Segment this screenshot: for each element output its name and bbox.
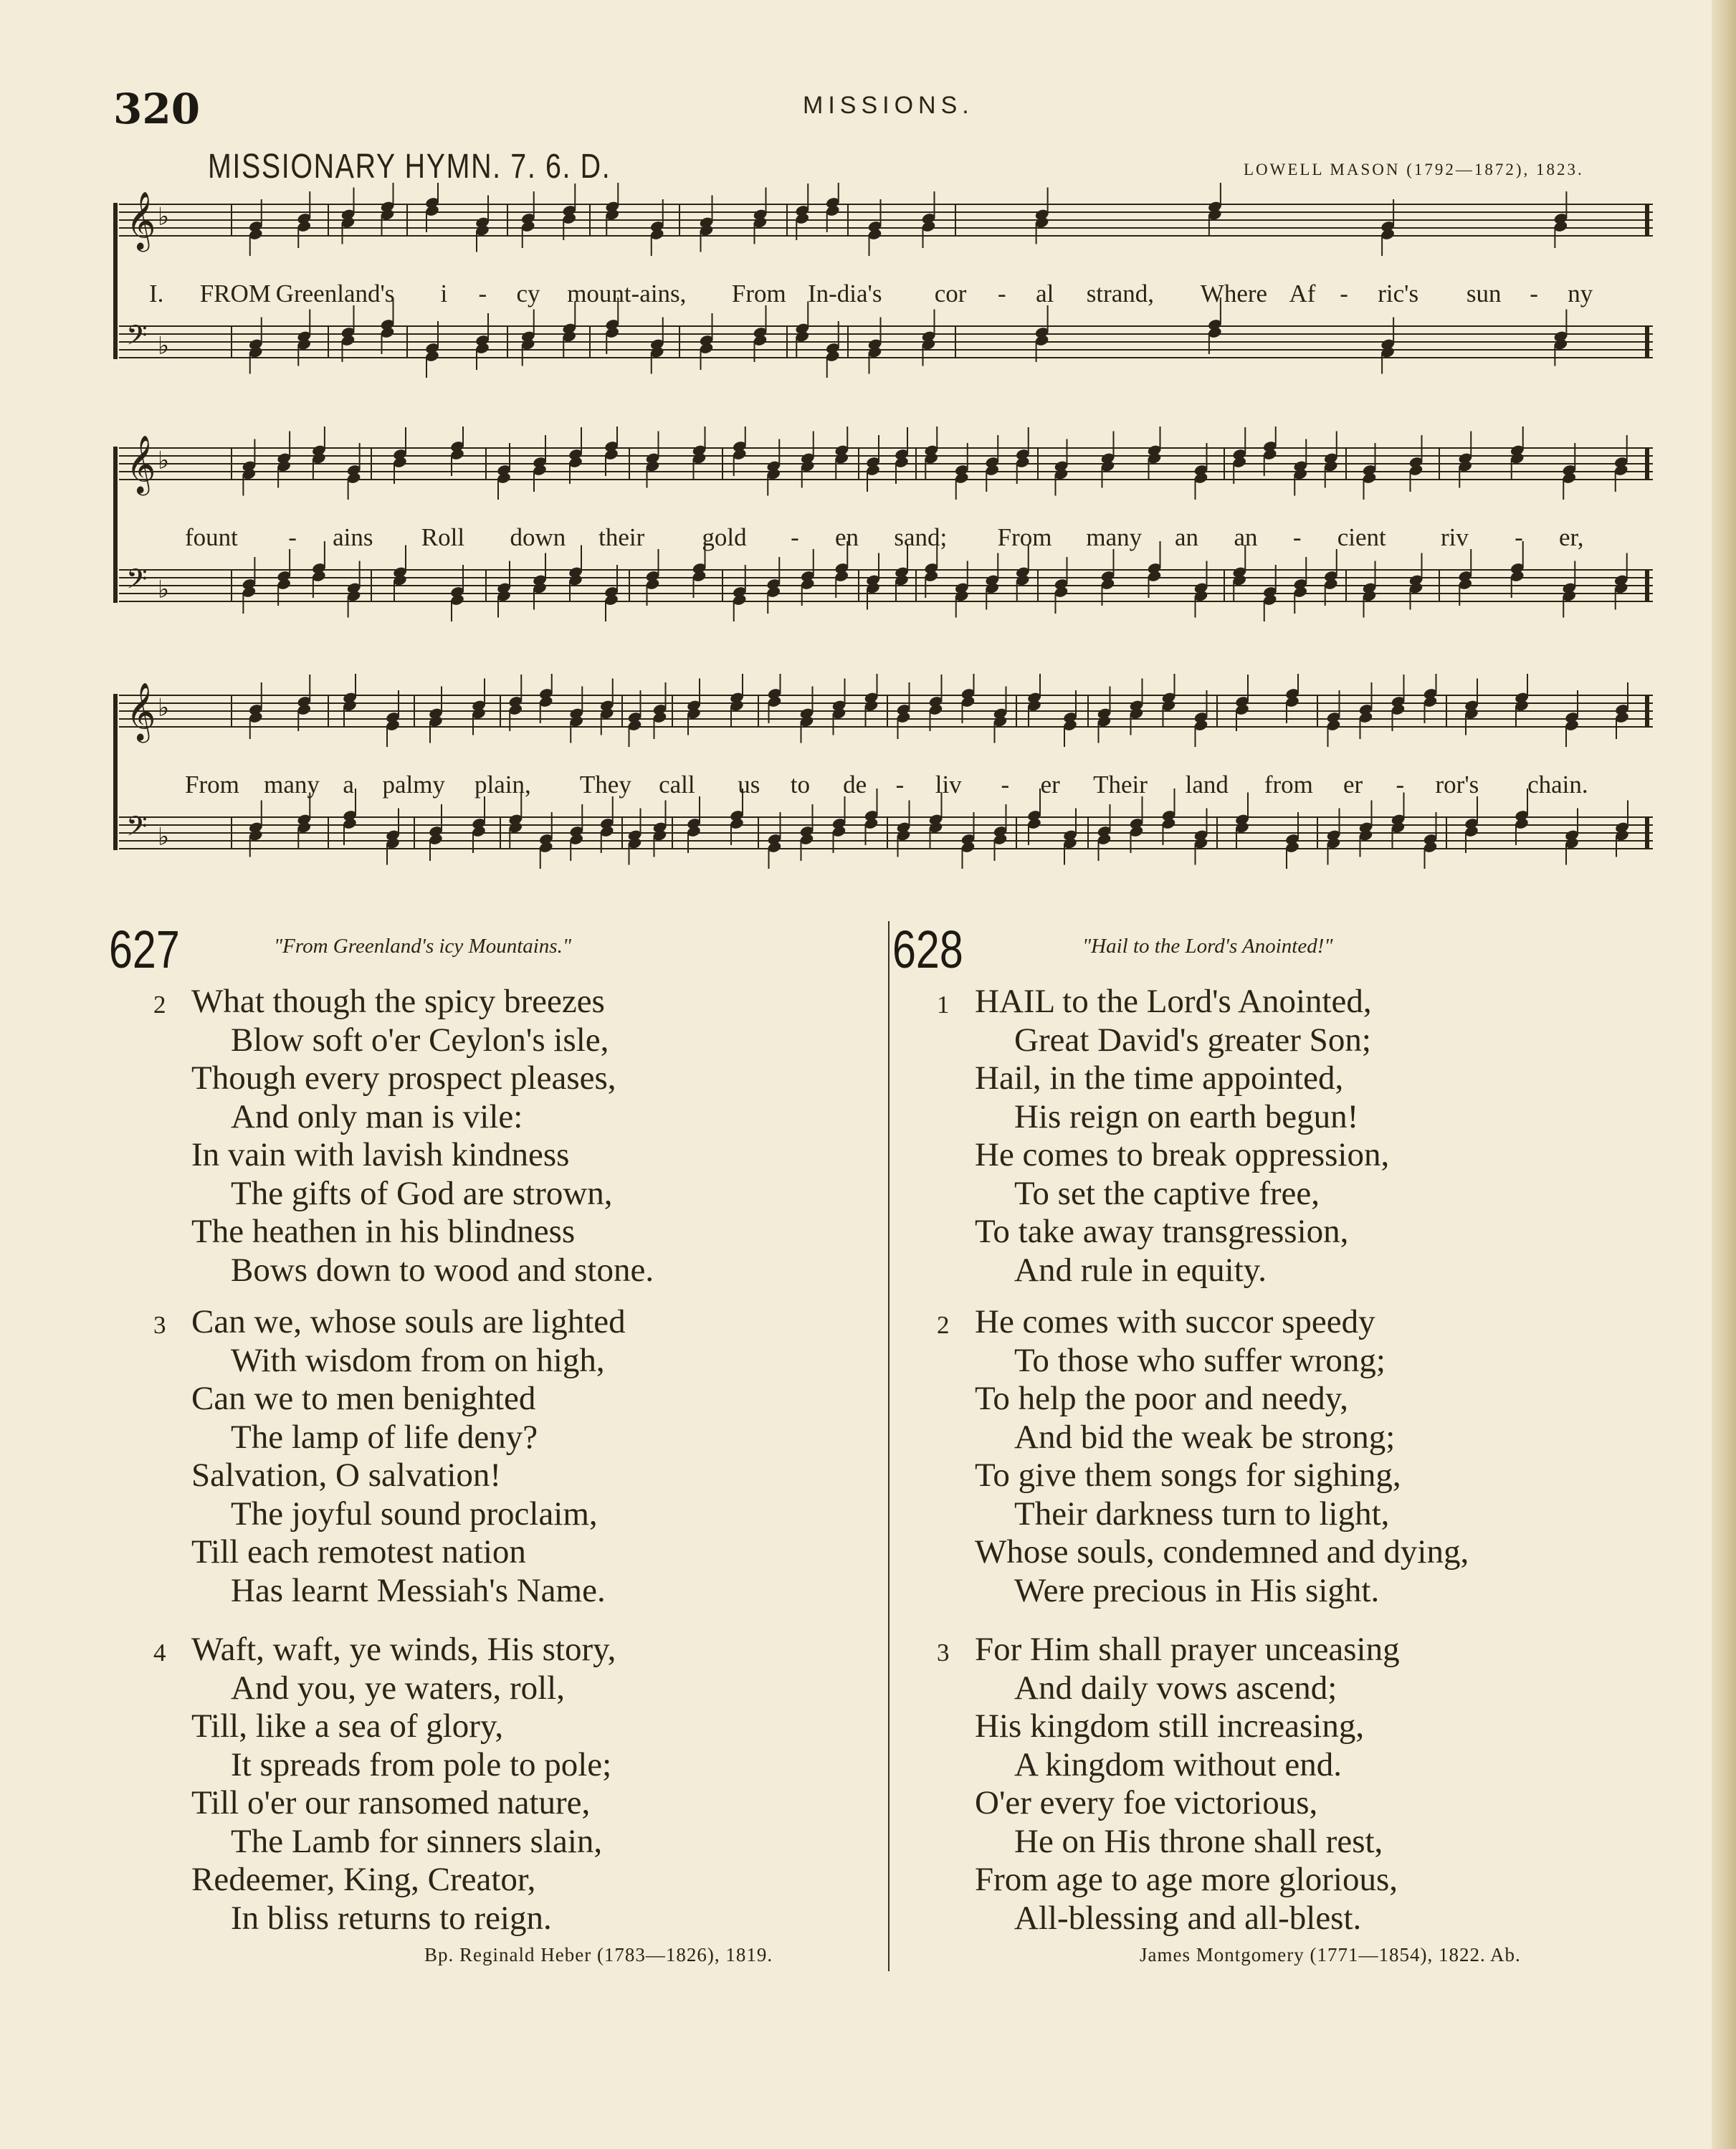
tune-title: MISSIONARY HYMN. 7. 6. D. [208, 148, 611, 186]
treble-clef-icon: 𝄞 [126, 682, 156, 741]
hymn-number: 627 [109, 920, 180, 979]
lyric-syllable: many [264, 771, 320, 799]
hymn-line: Salvation, O salvation! [191, 1457, 502, 1494]
hymn-line: Were precious in His sight. [1014, 1571, 1380, 1609]
lyric-syllable: Their [1093, 771, 1148, 799]
flat-icon: ♭ [158, 331, 170, 361]
lyric-syllable: ric's [1378, 280, 1419, 308]
hymn-line: He comes to break oppression, [975, 1136, 1390, 1173]
lyric-syllable: ny [1568, 280, 1593, 308]
lyric-syllable: de [843, 771, 867, 799]
music-system-1 [113, 183, 1654, 398]
stanza-number: 4 [153, 1639, 166, 1667]
hymn-line: Till o'er our ransomed nature, [191, 1784, 591, 1821]
lyric-syllable: riv [1441, 523, 1469, 551]
hymn-line: To set the captive free, [1014, 1174, 1320, 1212]
flat-icon: ♭ [158, 822, 170, 852]
lyric-syllable: cor [934, 280, 967, 308]
hymn-line: He comes with succor speedy [975, 1303, 1375, 1340]
hymn-line: With wisdom from on high, [231, 1341, 605, 1379]
hymn-line: HAIL to the Lord's Anointed, [975, 983, 1372, 1020]
lyric-syllable: many [1086, 523, 1143, 551]
composer-credit: LOWELL MASON (1792—1872), 1823. [1244, 161, 1584, 178]
lyric-syllable: chain. [1527, 771, 1588, 799]
hymn-line: In vain with lavish kindness [191, 1136, 570, 1173]
lyric-syllable: plain, [474, 771, 531, 799]
treble-clef-icon: 𝄞 [126, 191, 156, 250]
lyric-syllable: ains [333, 523, 373, 551]
lyric-syllable: strand, [1086, 280, 1155, 308]
lyric-syllable: - [1530, 280, 1538, 308]
hymn-line: From age to age more glorious, [975, 1861, 1398, 1898]
lyric-syllable: I. [149, 280, 164, 308]
hymn-caption: "Hail to the Lord's Anointed!" [1082, 935, 1333, 958]
lyric-syllable: to [790, 771, 810, 799]
lyric-syllable: er [1343, 771, 1363, 799]
hymn-line: Great David's greater Son; [1014, 1021, 1371, 1059]
lyric-syllable: i [440, 280, 448, 308]
hymn-line: O'er every foe victorious, [975, 1784, 1318, 1821]
hymn-line: The lamp of life deny? [231, 1418, 538, 1456]
column-divider [888, 921, 890, 1971]
hymn-line: To give them songs for sighing, [975, 1457, 1401, 1494]
lyric-syllable: sand; [894, 523, 948, 551]
lyric-syllable: fount [185, 523, 238, 551]
lyric-syllable: FROM [199, 280, 271, 308]
lyric-syllable: From [185, 771, 239, 799]
hymn-line: Bows down to wood and stone. [231, 1251, 654, 1289]
lyric-syllable: cy [516, 280, 540, 308]
lyric-syllable: an [1175, 523, 1199, 551]
hymn-line: And only man is vile: [231, 1097, 523, 1135]
hymn-line: For Him shall prayer unceasing [975, 1631, 1400, 1668]
hymn-line: To take away transgression, [975, 1213, 1349, 1250]
hymn-line: The Lamb for sinners slain, [231, 1822, 603, 1860]
lyric-syllable: - [791, 523, 799, 551]
page-edge [1712, 0, 1736, 2149]
lyric-syllable: In-dia's [807, 280, 882, 308]
lyric-syllable: land [1185, 771, 1229, 799]
hymn-line: His kingdom still increasing, [975, 1707, 1365, 1745]
lyric-syllable: en [834, 523, 859, 551]
lyric-syllable: - [1001, 771, 1010, 799]
lyric-syllable: us [738, 771, 760, 799]
system-bracket [113, 447, 118, 603]
section-title: MISSIONS. [803, 92, 974, 119]
hymn-line: Their darkness turn to light, [1014, 1495, 1390, 1533]
hymn-line: Can we to men benighted [191, 1380, 536, 1417]
lyric-syllable: Roll [421, 523, 465, 551]
hymn-line: The joyful sound proclaim, [231, 1495, 598, 1533]
bass-clef-icon: 𝄢 [126, 563, 148, 601]
hymn-line: Hail, in the time appointed, [975, 1059, 1344, 1097]
lyric-syllable: down [510, 523, 566, 551]
lyric-syllable: Af [1289, 280, 1316, 308]
lyric-syllable: From [997, 523, 1052, 551]
lyric-syllable: mount-ains, [567, 280, 687, 308]
lyric-syllable: - [998, 280, 1006, 308]
lyric-syllable: liv [935, 771, 962, 799]
lyric-syllable: er [1040, 771, 1060, 799]
lyric-syllable: er, [1558, 523, 1584, 551]
hymn-line: And daily vows ascend; [1014, 1669, 1337, 1707]
hymn-line: Has learnt Messiah's Name. [231, 1571, 606, 1609]
hymn-attribution: Bp. Reginald Heber (1783—1826), 1819. [424, 1944, 773, 1965]
stanza-number: 2 [937, 1311, 950, 1339]
hymn-line: And bid the weak be strong; [1014, 1418, 1396, 1456]
stanza-number: 3 [153, 1311, 166, 1339]
hymn-attribution: James Montgomery (1771—1854), 1822. Ab. [1140, 1944, 1521, 1965]
lyric-syllable: a [343, 771, 354, 799]
hymn-caption: "From Greenland's icy Mountains." [274, 935, 572, 958]
hymn-line: What though the spicy breezes [191, 983, 605, 1020]
stanza-number: 3 [937, 1639, 950, 1667]
lyric-syllable: cient [1337, 523, 1386, 551]
music-system-3 [113, 674, 1654, 889]
lyric-syllable: - [478, 280, 487, 308]
stanza-number: 1 [937, 991, 950, 1019]
lyric-syllable: an [1234, 523, 1258, 551]
stanza-number: 2 [153, 991, 166, 1019]
hymn-number: 628 [892, 920, 963, 979]
music-system-2 [113, 427, 1654, 642]
hymn-line: Redeemer, King, Creator, [191, 1861, 536, 1898]
hymn-line: Blow soft o'er Ceylon's isle, [231, 1021, 609, 1059]
lyric-syllable: - [1292, 523, 1302, 551]
lyric-syllable: - [895, 771, 905, 799]
page-number: 320 [113, 85, 201, 133]
hymn-line: The heathen in his blindness [191, 1213, 576, 1250]
bass-clef-icon: 𝄢 [126, 319, 148, 358]
hymn-line: Waft, waft, ye winds, His story, [191, 1631, 616, 1668]
hymn-line: To those who suffer wrong; [1014, 1341, 1386, 1379]
hymn-line: And you, ye waters, roll, [231, 1669, 565, 1707]
lyric-syllable: palmy [382, 771, 445, 799]
hymn-line: A kingdom without end. [1014, 1745, 1342, 1783]
lyric-syllable: sun [1466, 280, 1502, 308]
hymn-line: Till, like a sea of glory, [191, 1707, 504, 1745]
lyric-syllable: Greenland's [275, 280, 395, 308]
hymn-line: Though every prospect pleases, [191, 1059, 616, 1097]
lyric-syllable: Where [1200, 280, 1268, 308]
flat-icon: ♭ [158, 202, 170, 232]
lyric-syllable: They [579, 771, 631, 799]
system-bracket [113, 203, 118, 359]
system-bracket [113, 694, 118, 850]
lyric-syllable: call [659, 771, 695, 799]
lyric-syllable: - [288, 523, 297, 551]
treble-clef-icon: 𝄞 [126, 434, 156, 494]
lyric-syllable: - [1396, 771, 1405, 799]
flat-icon: ♭ [158, 693, 170, 723]
hymn-line: It spreads from pole to pole; [231, 1745, 612, 1783]
lyric-syllable: - [1515, 523, 1523, 551]
hymn-line: Till each remotest nation [191, 1533, 526, 1571]
lyric-syllable: ror's [1435, 771, 1479, 799]
hymn-line: To help the poor and needy, [975, 1380, 1348, 1417]
lyric-syllable: their [598, 523, 645, 551]
flat-icon: ♭ [158, 446, 170, 475]
hymn-line: The gifts of God are strown, [231, 1174, 613, 1212]
lyric-syllable: - [1340, 280, 1348, 308]
hymn-line: His reign on earth begun! [1014, 1097, 1359, 1135]
hymn-line: He on His throne shall rest, [1014, 1822, 1383, 1860]
bass-clef-icon: 𝄢 [126, 810, 148, 849]
lyric-syllable: al [1036, 280, 1054, 308]
hymn-line: And rule in equity. [1014, 1251, 1267, 1289]
hymn-line: In bliss returns to reign. [231, 1899, 552, 1937]
lyric-syllable: from [1264, 771, 1313, 799]
hymn-line: All-blessing and all-blest. [1014, 1899, 1362, 1937]
hymn-line: Whose souls, condemned and dying, [975, 1533, 1469, 1571]
lyric-syllable: gold [702, 523, 747, 551]
flat-icon: ♭ [158, 575, 170, 604]
page-header [108, 85, 1641, 142]
hymn-line: Can we, whose souls are lighted [191, 1303, 626, 1340]
lyric-syllable: From [731, 280, 786, 308]
